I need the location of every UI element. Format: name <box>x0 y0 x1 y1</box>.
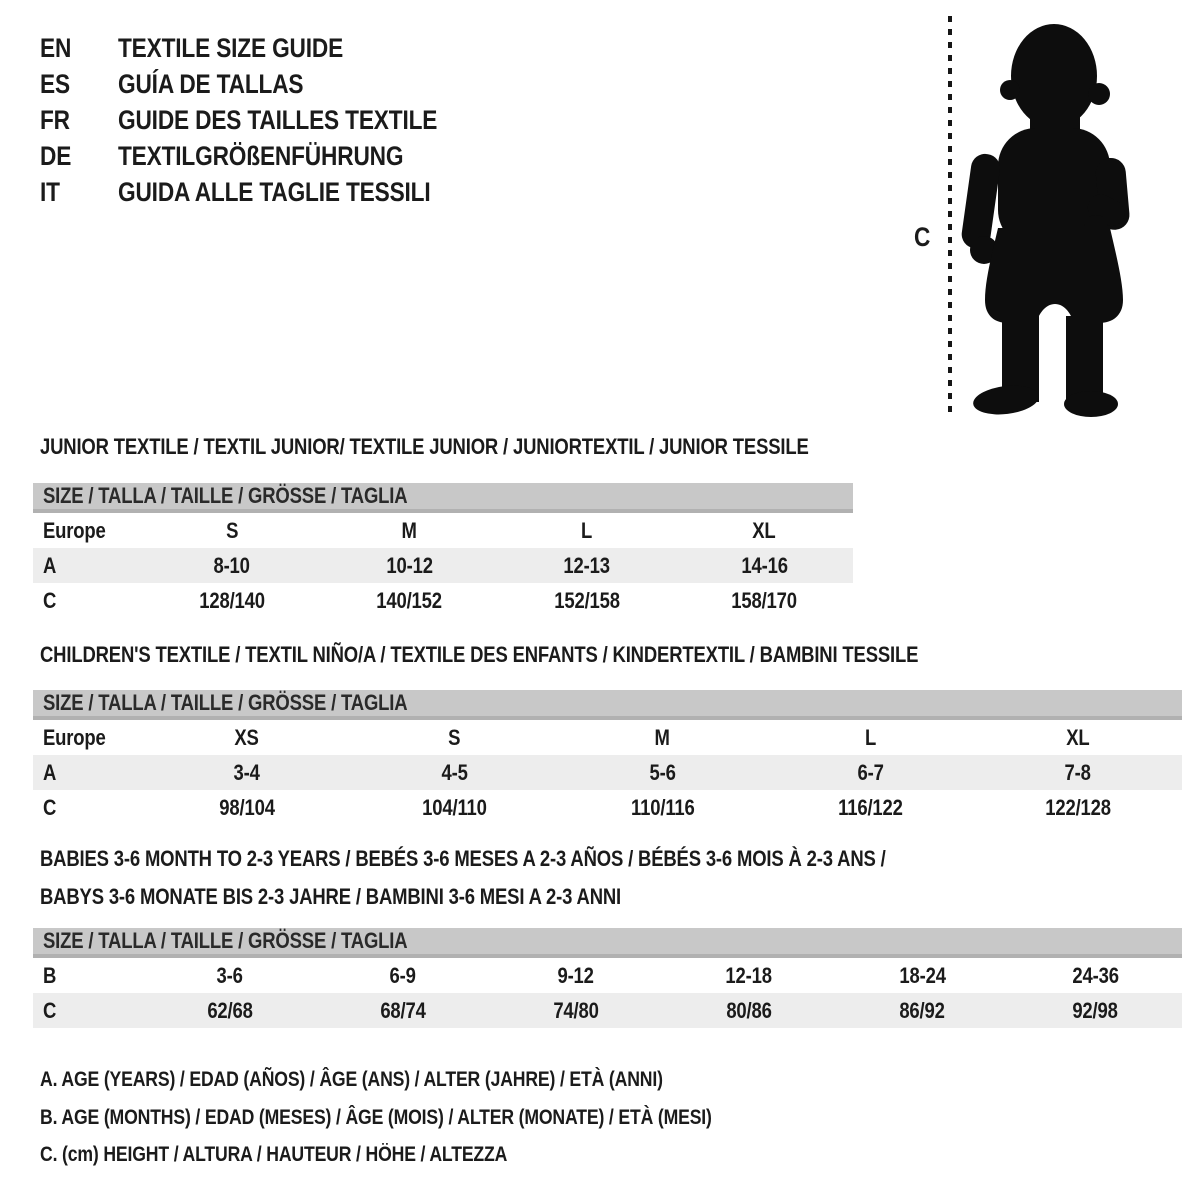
language-code: ES <box>40 68 70 99</box>
language-row-en <box>40 30 498 66</box>
language-title-list <box>40 30 498 210</box>
legend-age-years: A. AGE (YEARS) / EDAD (AÑOS) / ÂGE (ANS) / ALTER (JAHRE) / ETÀ (ANNI) <box>40 1068 663 1091</box>
table-cell: 62/68 <box>206 997 253 1023</box>
size-header-bar <box>33 483 853 513</box>
table-cell: 74/80 <box>553 997 599 1023</box>
row-label: C <box>43 794 57 820</box>
table-row <box>33 548 853 583</box>
table-cell: 12-18 <box>725 962 773 988</box>
row-label: Europe <box>43 724 106 750</box>
language-row-es <box>40 66 498 102</box>
table-cell: 68/74 <box>380 997 426 1023</box>
table-row <box>33 755 1182 790</box>
table-row <box>33 958 1182 993</box>
table-cell: M <box>401 517 417 543</box>
language-title: GUÍA DE TALLAS <box>118 68 304 99</box>
table-cell: 86/92 <box>899 997 945 1023</box>
size-header-bar <box>33 928 1182 958</box>
row-label: C <box>43 997 57 1023</box>
row-label: A <box>43 552 57 578</box>
language-title: TEXTILGRÖßENFÜHRUNG <box>118 140 404 171</box>
row-label: C <box>43 587 57 613</box>
language-row-de <box>40 138 498 174</box>
section-title-babies-line1: BABIES 3-6 MONTH TO 2-3 YEARS / BEBÉS 3-6 MESES A 2-3 AÑOS / BÉBÉS 3-6 MOIS À 2-3 ANS / <box>40 846 886 871</box>
language-title: GUIDA ALLE TAGLIE TESSILI <box>118 176 431 207</box>
table-cell: 80/86 <box>726 997 772 1023</box>
legend-age-months: B. AGE (MONTHS) / EDAD (MESES) / ÂGE (MOIS) / ALTER (MONATE) / ETÀ (MESI) <box>40 1106 712 1129</box>
table-cell: XS <box>234 724 260 750</box>
table-cell: L <box>864 724 876 750</box>
section-title-babies-line2: BABYS 3-6 MONATE BIS 2-3 JAHRE / BAMBINI 3-6 MESI A 2-3 ANNI <box>40 884 622 909</box>
size-header-bar <box>33 690 1182 720</box>
table-cell: 9-12 <box>557 962 595 988</box>
language-title: TEXTILE SIZE GUIDE <box>118 32 344 63</box>
table-cell: 104/110 <box>422 794 488 820</box>
table-cell: 18-24 <box>899 962 946 988</box>
table-cell: 158/170 <box>731 587 798 613</box>
table-row <box>33 583 853 618</box>
size-header-label: SIZE / TALLA / TAILLE / GRÖSSE / TAGLIA <box>43 483 408 508</box>
table-cell: 8-10 <box>213 552 250 578</box>
table-cell: 140/152 <box>376 587 443 613</box>
table-cell: 98/104 <box>219 794 275 820</box>
table-row <box>33 720 1182 755</box>
language-row-it <box>40 174 498 210</box>
language-code: EN <box>40 32 72 63</box>
table-cell: S <box>225 517 238 543</box>
legend-height-cm: C. (cm) HEIGHT / ALTURA / HAUTEUR / HÖHE / ALTEZZA <box>40 1143 508 1166</box>
measure-label-c: C <box>914 222 931 252</box>
language-row-fr <box>40 102 498 138</box>
table-cell: 3-6 <box>216 962 243 988</box>
table-cell: 110/116 <box>630 794 695 820</box>
language-code: DE <box>40 140 72 171</box>
language-title: GUIDE DES TAILLES TEXTILE <box>118 104 438 135</box>
table-cell: 12-13 <box>563 552 610 578</box>
language-code: IT <box>40 176 60 207</box>
babies-size-table <box>33 928 1182 1028</box>
table-cell: 128/140 <box>198 587 265 613</box>
table-cell: 7-8 <box>1064 759 1092 785</box>
table-row <box>33 513 853 548</box>
size-header-label: SIZE / TALLA / TAILLE / GRÖSSE / TAGLIA <box>43 928 408 953</box>
table-cell: 24-36 <box>1072 962 1119 988</box>
table-cell: L <box>581 517 593 543</box>
row-label: A <box>43 759 57 785</box>
section-title-children: CHILDREN'S TEXTILE / TEXTIL NIÑO/A / TEXTILE DES ENFANTS / KINDERTEXTIL / BAMBINI TESSILE <box>40 642 919 667</box>
size-header-label: SIZE / TALLA / TAILLE / GRÖSSE / TAGLIA <box>43 690 408 715</box>
table-row <box>33 790 1182 825</box>
row-label: Europe <box>43 517 106 543</box>
language-code: FR <box>40 104 70 135</box>
table-cell: 4-5 <box>441 759 468 785</box>
table-cell: 10-12 <box>386 552 433 578</box>
row-label: B <box>43 962 57 988</box>
table-cell: 14-16 <box>741 552 788 578</box>
table-cell: S <box>448 724 461 750</box>
table-cell: 6-9 <box>389 962 416 988</box>
height-measure-dashed-line <box>948 16 952 416</box>
table-cell: 92/98 <box>1072 997 1119 1023</box>
table-cell: 3-4 <box>233 759 261 785</box>
table-row <box>33 993 1182 1028</box>
toddler-silhouette-image <box>960 16 1138 418</box>
table-cell: 6-7 <box>857 759 884 785</box>
table-cell: XL <box>752 517 776 543</box>
table-cell: 116/122 <box>837 794 903 820</box>
junior-size-table <box>33 483 853 618</box>
table-cell: 152/158 <box>553 587 620 613</box>
table-cell: M <box>654 724 671 750</box>
table-cell: XL <box>1066 724 1090 750</box>
children-size-table <box>33 690 1182 825</box>
section-title-junior: JUNIOR TEXTILE / TEXTIL JUNIOR/ TEXTILE JUNIOR / JUNIORTEXTIL / JUNIOR TESSILE <box>40 434 809 459</box>
table-cell: 122/128 <box>1045 794 1111 820</box>
table-cell: 5-6 <box>649 759 676 785</box>
